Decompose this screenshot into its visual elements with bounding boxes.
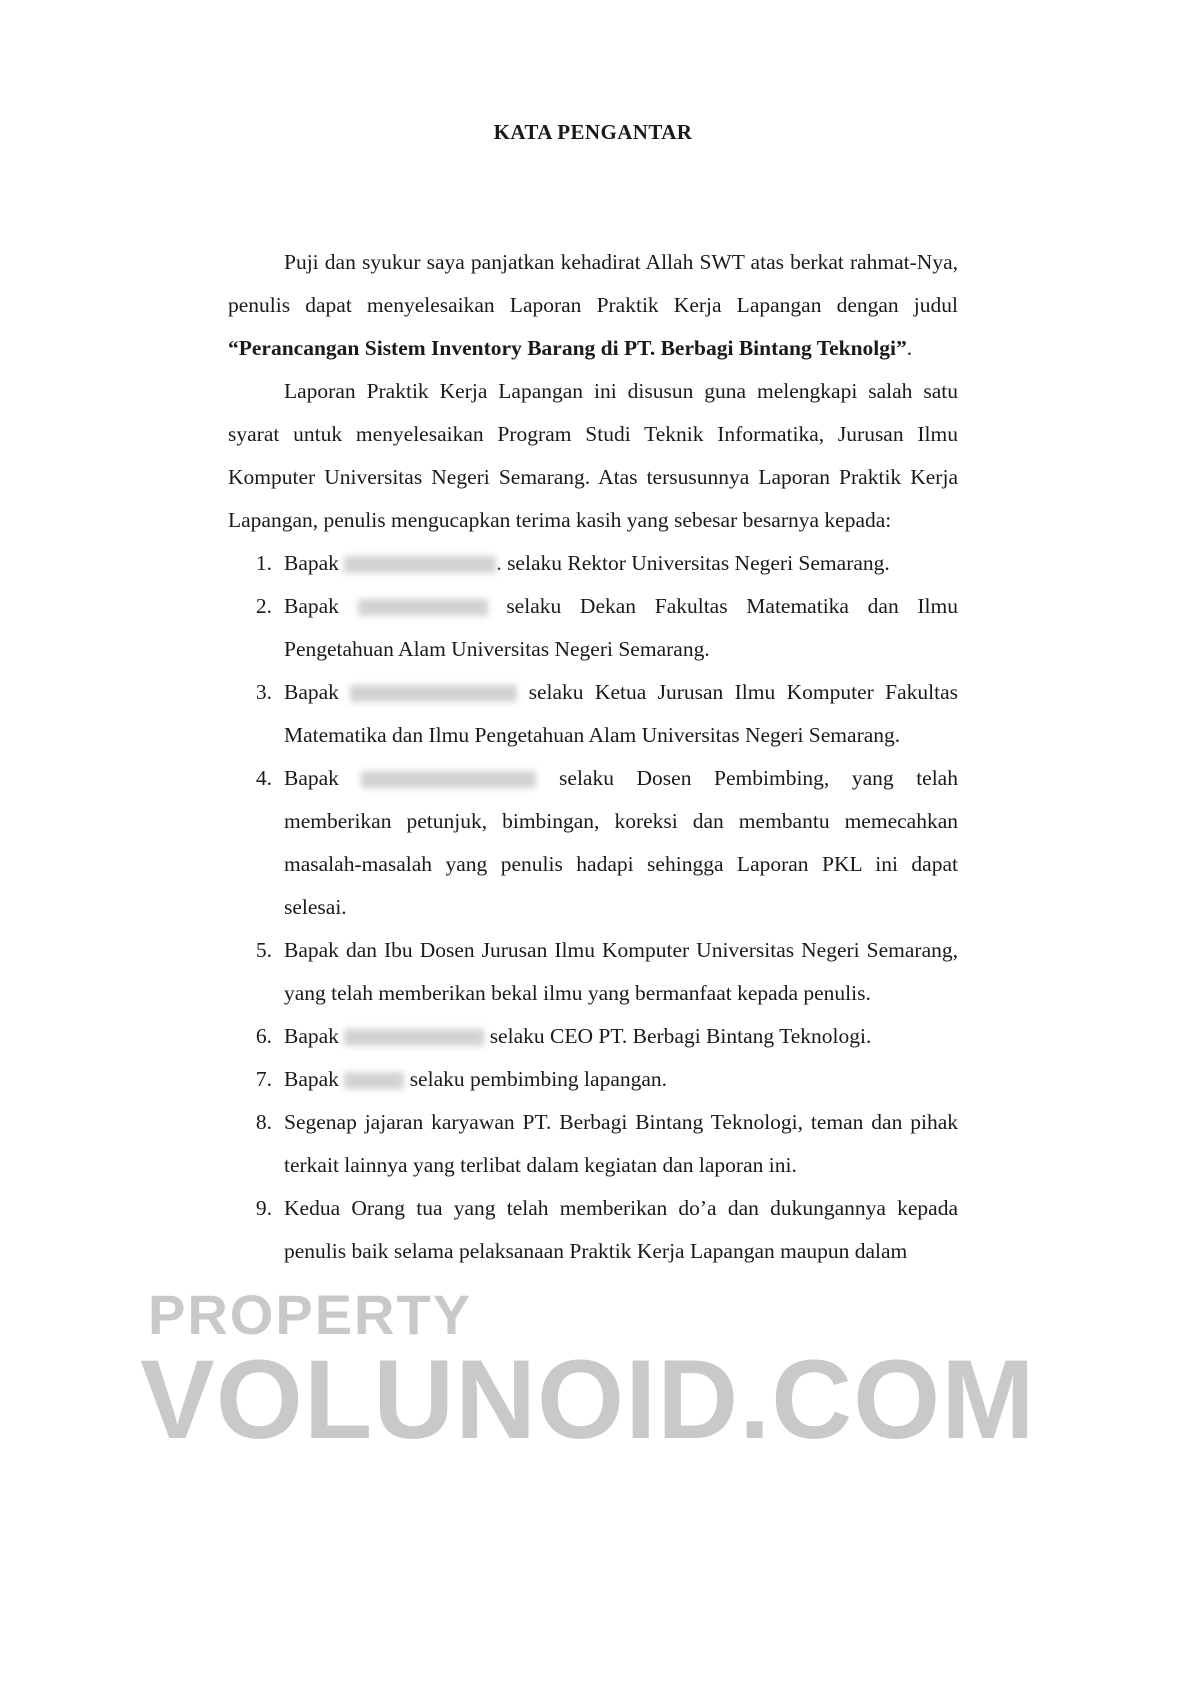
list-item-3-after: selaku Ketua Jurusan Ilmu Komputer Fakultas Matematika dan Ilmu Pengetahuan Alam Universitas Negeri Semarang. xyxy=(284,680,958,747)
page-title: KATA PENGANTAR xyxy=(493,120,693,144)
list-item-8-text: Segenap jajaran karyawan PT. Berbagi Bintang Teknologi, teman dan pihak terkait lainnya yang terlibat dalam kegiatan dan laporan ini. xyxy=(284,1110,958,1177)
list-item xyxy=(228,757,958,929)
list-item-6-after: selaku CEO PT. Berbagi Bintang Teknologi. xyxy=(484,1024,872,1048)
list-item xyxy=(228,1058,958,1101)
list-item-2-after: selaku Dekan Fakultas Matematika dan Ilmu Pengetahuan Alam Universitas Negeri Semarang. xyxy=(284,594,958,661)
list-item-2-before: Bapak xyxy=(284,594,358,618)
paragraph-1-text-a: Puji dan syukur saya panjatkan kehadirat Allah SWT atas berkat rahmat-Nya, penulis dapat menyelesaikan Laporan Praktik Kerja Lapangan dengan judul xyxy=(228,250,958,317)
list-item-4-after: selaku Dosen Pembimbing, yang telah memberikan petunjuk, bimbingan, koreksi dan membantu memecahkan masalah-masalah yang penulis hadapi sehingga Laporan PKL ini dapat selesai. xyxy=(284,766,958,919)
redacted-name xyxy=(344,1072,404,1089)
list-item xyxy=(228,929,958,1015)
list-item xyxy=(228,585,958,671)
title-spacer xyxy=(228,145,958,241)
acknowledgement-list xyxy=(228,542,958,1273)
paragraph-1 xyxy=(228,241,958,370)
watermark-line-2: VOLUNOID.COM xyxy=(140,1337,1036,1462)
redacted-name xyxy=(350,685,517,702)
watermark-line-1: PROPERTY xyxy=(148,1283,473,1346)
list-item-4-before: Bapak xyxy=(284,766,362,790)
list-item-7-before: Bapak xyxy=(284,1067,345,1091)
redacted-name xyxy=(344,1029,484,1046)
list-item-5-text: Bapak dan Ibu Dosen Jurusan Ilmu Komputer Universitas Negeri Semarang, yang telah memberikan bekal ilmu yang bermanfaat kepada penulis. xyxy=(284,938,958,1005)
redacted-name xyxy=(361,771,536,788)
list-item-7-after: selaku pembimbing lapangan. xyxy=(404,1067,668,1091)
document-body xyxy=(228,120,958,1273)
paragraph-2: Laporan Praktik Kerja Lapangan ini disusun guna melengkapi salah satu syarat untuk menyelesaikan Program Studi Teknik Informatika, Jurusan Ilmu Komputer Universitas Negeri Semarang. Atas tersusunnya Laporan Praktik Kerja Lapangan, penulis mengucapkan terima kasih yang sebesar besarnya kepada: xyxy=(228,379,958,532)
list-item xyxy=(228,542,958,585)
redacted-name xyxy=(344,556,496,573)
list-item xyxy=(228,1101,958,1187)
list-item-9-text: Kedua Orang tua yang telah memberikan do’a dan dukungannya kepada penulis baik selama pelaksanaan Praktik Kerja Lapangan maupun dalam xyxy=(284,1196,958,1263)
list-item-1-after: . selaku Rektor Universitas Negeri Semarang. xyxy=(496,551,890,575)
report-title-bold: “Perancangan Sistem Inventory Barang di PT. Berbagi Bintang Teknolgi” xyxy=(228,336,907,360)
list-item xyxy=(228,1187,958,1273)
list-item-6-before: Bapak xyxy=(284,1024,345,1048)
list-item xyxy=(228,671,958,757)
list-item-3-before: Bapak xyxy=(284,680,351,704)
redacted-name xyxy=(358,599,488,616)
list-item-1-before: Bapak xyxy=(284,551,345,575)
paragraph-1-text-b: . xyxy=(906,336,913,360)
list-item xyxy=(228,1015,958,1058)
